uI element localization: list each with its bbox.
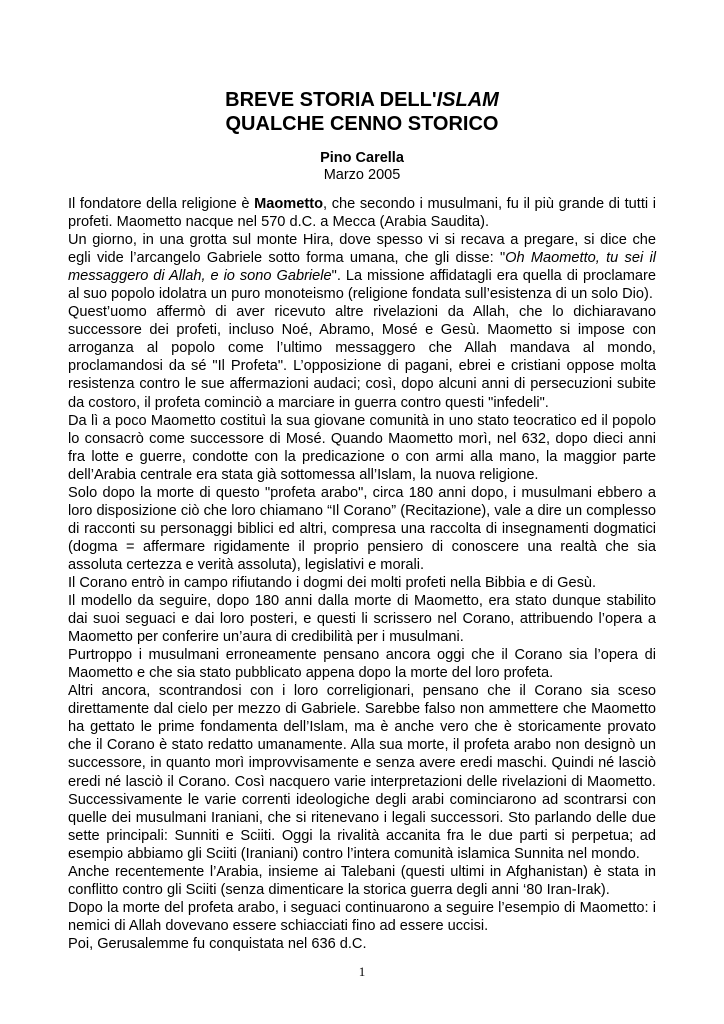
- paragraph-11: Dopo la morte del profeta arabo, i seguaci continuarono a seguire l’esempio di Maometto: i nemici di Allah dovevano essere schiacciati fino ad essere uccisi.: [68, 899, 656, 934]
- italic-quote: Oh Maometto, tu sei il messaggero di Allah, e io sono Gabriele: [68, 250, 656, 285]
- author-name: Pino Carella: [320, 150, 404, 166]
- paragraph-6: Il Corano entrò in campo rifiutando i dogmi dei molti profeti nella Bibbia e di Gesù.: [68, 574, 597, 591]
- bold-name: Maometto: [254, 196, 324, 212]
- paragraph-8: Purtroppo i musulmani erroneamente pensano ancora oggi che il Corano sia l’opera di Maometto e che sia stato pubblicato appena dopo la morte del loro profeta.: [68, 647, 656, 682]
- page-number: 1: [358, 964, 366, 979]
- paragraph-1: Il fondatore della religione è Maometto, che secondo i musulmani, fu il più grande di tutti i profeti. Maometto nacque nel 570 d.C. a Mecca (Arabia Saudita).: [68, 196, 656, 231]
- publication-date: Marzo 2005: [323, 167, 401, 183]
- document-title: BREVE STORIA DELL'ISLAM: [225, 89, 499, 111]
- title-italic-word: ISLAM: [436, 89, 499, 111]
- paragraph-3: Quest’uomo affermò di aver ricevuto altre rivelazioni da Allah, che lo dichiaravano successore dei profeti, incluso Noé, Abramo, Mosé e Gesù. Maometto si impose con arroganza al popolo come l’ultimo messaggero che Allah mandava al mondo, proclamandosi da sé "Il Profeta". L’opposizione di pagani, ebrei e cristiani oppose molta resistenza contro le sue affermazioni audaci; così, dopo alcuni anni di persecuzioni subite da costoro, il profeta cominciò a marciare in guerra contro questi "infedeli".: [68, 304, 656, 411]
- document-body: [68, 195, 656, 953]
- paragraph-7: Il modello da seguire, dopo 180 anni dalla morte di Maometto, era stato dunque stabilito dai suoi seguaci e dai loro posteri, e questi li scrissero nel Corano, attribuendo l’opera a Maometto per conferire un’aura di credibilità per i musulmani.: [68, 593, 656, 646]
- paragraph-2: Un giorno, in una grotta sul monte Hira, dove spesso vi si recava a pregare, si dice che egli vide l’arcangelo Gabriele sotto forma umana, che gli disse: "Oh Maometto, tu sei il messaggero di Allah, e io sono Gabriele". La missione affidatagli era quella di proclamare al suo popolo idolatra un puro monoteismo (religione fondata sull’esistenza di un solo Dio).: [68, 232, 656, 303]
- paragraph-5: Solo dopo la morte di questo "profeta arabo", circa 180 anni dopo, i musulmani ebbero a loro disposizione ciò che loro chiamano “Il Corano” (Recitazione), vale a dire un complesso di racconti su personaggi biblici ed altri, compresa una raccolta di insegnamenti dogmatici (dogma = affermare rigidamente il proprio pensiero di conoscere una realtà che sia assoluta certezza e verità assoluta), legislativi e morali.: [68, 484, 656, 573]
- document-subtitle: QUALCHE CENNO STORICO: [225, 113, 499, 135]
- paragraph-4: Da lì a poco Maometto costituì la sua giovane comunità in uno stato teocratico ed il popolo lo consacrò come successore di Mosé. Quando Maometto morì, nel 632, dopo dieci anni fra lotte e guerre, condotte con la predicazione o con armi alla mano, la maggior parte dell’Arabia centrale era stata già sottomessa all’Islam, la nuova religione.: [68, 412, 656, 483]
- paragraph-12: Poi, Gerusalemme fu conquistata nel 636 d.C.: [68, 935, 367, 952]
- paragraph-10: Anche recentemente l’Arabia, insieme ai Talebani (questi ultimi in Afghanistan) è stata in conflitto contro gli Sciiti (senza dimenticare la storica guerra degli anni ‘80 Iran-Irak).: [68, 863, 656, 898]
- paragraph-9: Altri ancora, scontrandosi con i loro correligionari, pensano che il Corano sia sceso direttamente dal cielo per mezzo di Gabriele. Sarebbe falso non ammettere che Maometto ha gettato le prime fondamenta dell’Islam, ma è anche vero che è storicamente provato che il Corano è stato redatto umanamente. Alla sua morte, il profeta arabo non designò un successore, in quanto morì improvvisamente e senza avere eredi maschi. Quindi né lasciò eredi né lasciò il Corano. Così nacquero varie interpretazioni delle rivelazioni di Maometto. Successivamente le varie correnti ideologiche degli arabi cominciarono ad scontrarsi con quelle dei musulmani Iraniani, che si ritenevano i legali successori. Sto parlando delle due sette principali: Sunniti e Sciiti. Oggi la rivalità accanita fra le due parti si perpetua; ad esempio abbiamo gli Sciiti (Iraniani) contro l’intera comunità islamica Sunnita nel mondo.: [68, 683, 656, 862]
